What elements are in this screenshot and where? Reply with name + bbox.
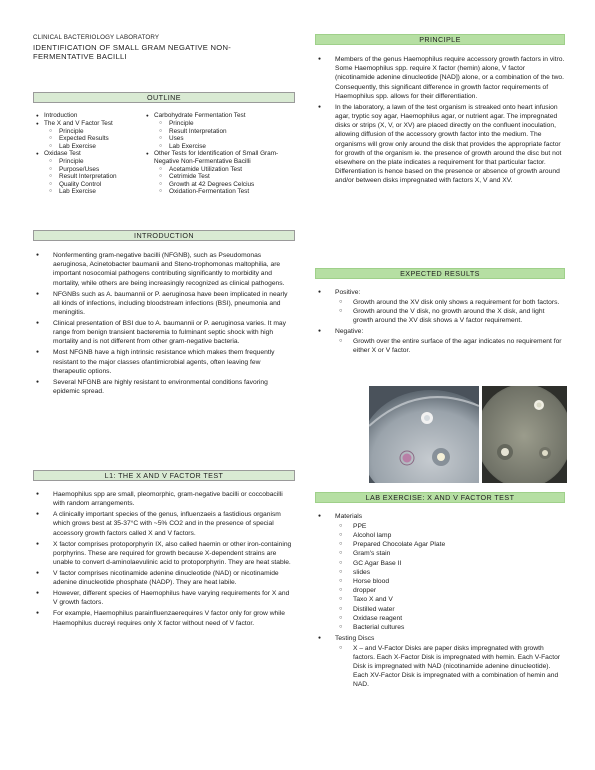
introduction-item bbox=[33, 319, 295, 347]
outline-subitem-text: Uses bbox=[169, 135, 184, 142]
l1-item bbox=[33, 569, 295, 587]
l1-heading: L1: THE X AND V FACTOR TEST bbox=[33, 470, 295, 481]
expected-subitem bbox=[335, 298, 565, 307]
expected-subitem-text: Growth around the V disk, no growth around the X disk, and light growth around the XV disk shows a V factor requirement. bbox=[353, 307, 545, 325]
principle-item bbox=[315, 103, 565, 186]
outline-subitem-text: Quality Control bbox=[59, 180, 102, 188]
lab-subitem bbox=[335, 623, 565, 632]
principle-list bbox=[315, 55, 565, 187]
lab-item bbox=[315, 634, 565, 690]
outline-subitem bbox=[154, 135, 294, 143]
outline-sublist bbox=[44, 128, 144, 151]
introduction-item-text: Most NFGNB have a high intrinsic resistance which makes them frequently resistant to the major classes ofantimicrobial agents, often leaving few therapeutic options. bbox=[53, 349, 275, 375]
lab-subitem-text: Distilled water bbox=[353, 605, 395, 613]
expected-subitem-text: Growth around the XV disk only shows a requirement for both factors. bbox=[353, 298, 560, 306]
document-title: IDENTIFICATION OF SMALL GRAM NEGATIVE NON-FERMENTATIVE BACILLI bbox=[33, 43, 232, 62]
outline-subitem bbox=[154, 181, 294, 189]
expected-results-list bbox=[315, 288, 565, 357]
outline-item bbox=[146, 112, 294, 150]
lab-item bbox=[315, 512, 565, 632]
outline-subitem-text: Lab Exercise bbox=[59, 188, 96, 195]
l1-item bbox=[33, 589, 295, 607]
outline-sublist bbox=[44, 158, 144, 196]
outline-subitem-text: Result Interpretation bbox=[59, 173, 117, 180]
outline-sublist bbox=[154, 120, 294, 150]
l1-list bbox=[33, 490, 295, 630]
outline-subitem-text: Principle bbox=[59, 127, 84, 135]
lab-item-text: Materials bbox=[335, 513, 363, 520]
introduction-item bbox=[33, 348, 295, 376]
outline-subitem bbox=[44, 143, 144, 151]
outline-subitem-text: Growth at 42 Degrees Celcius bbox=[169, 180, 255, 188]
principle-heading: PRINCIPLE bbox=[315, 34, 565, 45]
outline-item bbox=[36, 120, 144, 151]
outline-item-text: Oxidase Test bbox=[44, 150, 81, 157]
introduction-heading: INTRODUCTION bbox=[33, 230, 295, 241]
l1-item-text: Haemophilus spp are small, pleomorphic, gram-negative bacilli or coccobacilli with random arrangements. bbox=[53, 491, 283, 508]
lab-subitem-text: GC Agar Base II bbox=[353, 559, 402, 567]
outline-subitem-text: Principle bbox=[59, 158, 84, 165]
outline-subitem-text: Result Interpretation bbox=[169, 127, 227, 135]
agar-plate-1-illustration bbox=[369, 386, 479, 483]
outline-subitem bbox=[44, 128, 144, 136]
introduction-item-text: Several NFGNB are highly resistant to environmental conditions favoring epidemic spread. bbox=[53, 378, 268, 396]
lab-exercise-list bbox=[315, 512, 565, 691]
expected-subitem bbox=[335, 307, 565, 325]
lab-subitem bbox=[335, 568, 565, 577]
outline-subitem-text: Purpose/Uses bbox=[59, 165, 100, 173]
expected-item bbox=[315, 327, 565, 355]
outline-item bbox=[36, 150, 144, 196]
outline-item-text: Introduction bbox=[44, 112, 78, 119]
outline-subitem bbox=[44, 166, 144, 174]
introduction-item bbox=[33, 378, 295, 396]
expected-subitem bbox=[335, 337, 565, 355]
l1-item-text: However, different species of Haemophilus have varying requirements for X and V growth factors. bbox=[53, 590, 290, 607]
outline-subitem bbox=[44, 173, 144, 181]
lab-subitem-text: Gram's stain bbox=[353, 550, 391, 558]
principle-item-text: In the laboratory, a lawn of the test organism is streaked onto heart infusion agar, tryptic soy agar, Haemophilus agar, or nutrient agar. The impregnated disks or strips (X, V, or XV) are placed directly on the confluent inoculation, allowing diffusion of the accessory growth factor into the medium. The organisms will grow only around the disk that provides the appropriate factor for growth of the organism ie. the presence of growth around the disc but not elsewhere on the plate indicates a requirement for that particular factor. Differentiation is hence based on the presence or absence of growth around and/or between disks impregnated with factors X, V and XV. bbox=[335, 103, 562, 185]
lab-subitem bbox=[335, 605, 565, 614]
outline-item bbox=[36, 112, 144, 120]
outline-subitem-text: Acetamide Utilization Test bbox=[169, 165, 243, 173]
outline-column-1 bbox=[36, 112, 144, 196]
outline-sublist bbox=[154, 166, 294, 196]
lab-subitem bbox=[335, 549, 565, 558]
outline-subitem-text: Oxidation-Fermentation Test bbox=[169, 188, 250, 195]
outline-subitem bbox=[44, 181, 144, 189]
lab-subitem-text: Alcohol lamp bbox=[353, 531, 392, 539]
l1-item bbox=[33, 609, 295, 627]
lab-subitem-text: dropper bbox=[353, 587, 377, 595]
outline-subitem-text: Lab Exercise bbox=[169, 142, 206, 150]
introduction-item-text: NFGNBs such as A. baumannii or P. aeruginosa have been implicated in nearly all kinds of infections, including bloodstream infections (BSI), pneumonia and meningitis. bbox=[53, 290, 288, 317]
outline-item bbox=[146, 150, 294, 196]
lab-subitem-text: slides bbox=[353, 568, 371, 576]
agar-plate-2-illustration bbox=[482, 386, 567, 483]
l1-item bbox=[33, 540, 295, 568]
introduction-item-text: Nonfermenting gram-negative bacilli (NFGNB), such as Pseudomonas aeruginosa, Acinetobacter baumanii and Steno-trophomonas maltophilia, are important nosocomial pathogens contributing significantly to morbidity and mortality, while others are being increasingly recognized as clinical pathogens. bbox=[53, 252, 285, 287]
lab-subitem-text: Prepared Chocolate Agar Plate bbox=[353, 541, 446, 549]
l1-item-text: X factor comprises protoporphyrin IX, also called haemin or other iron-containing porphyrins. These are required for growth because X-dependent strains are unable to convert d-aminolaevulinic acid to protoporphyrin. They are heat stable. bbox=[53, 540, 292, 567]
lab-exercise-heading: LAB EXERCISE: X AND V FACTOR TEST bbox=[315, 492, 565, 503]
lab-subitem-text: PPE bbox=[353, 522, 367, 530]
outline-subitem bbox=[154, 173, 294, 181]
lab-subitem bbox=[335, 595, 565, 604]
outline-heading: OUTLINE bbox=[33, 92, 295, 103]
outline-subitem bbox=[44, 188, 144, 196]
introduction-item bbox=[33, 251, 295, 288]
outline-subitem bbox=[154, 128, 294, 136]
expected-sublist bbox=[335, 337, 565, 355]
agar-plate-photo-1 bbox=[369, 386, 479, 483]
outline-subitem bbox=[154, 166, 294, 174]
lab-subitem bbox=[335, 614, 565, 623]
expected-subitem-text: Growth over the entire surface of the agar indicates no requirement for either X or V factor. bbox=[353, 337, 562, 355]
l1-item-text: For example, Haemophilus parainfluenzaerequires V factor only for grow while Haemophilus ducreyi requires only X factor without need of V factor. bbox=[53, 610, 285, 627]
lab-subitem bbox=[335, 559, 565, 568]
l1-item bbox=[33, 490, 295, 508]
introduction-item bbox=[33, 290, 295, 318]
outline-subitem bbox=[44, 158, 144, 166]
principle-item-text: Members of the genus Haemophilus require accessory growth factors in vitro. Some Haemophilus spp. require X factor (hemin) alone, V factor (nicotinamide adenine dinucleotide [NAD]) alone, or a combination of the two. Consequently, this significant difference in growth factor requirements of Haemophilus spp. allows for their differentiation. bbox=[335, 56, 565, 100]
outline-subitem bbox=[154, 120, 294, 128]
outline-subitem bbox=[44, 135, 144, 143]
outline-item-text: Other Tests for Identification of Small Gram-Negative Non-Fermentative Bacilli bbox=[154, 150, 279, 165]
outline-item-text: The X and V Factor Test bbox=[44, 119, 113, 127]
outline-column-2 bbox=[146, 112, 294, 196]
lab-subitem bbox=[335, 586, 565, 595]
principle-item bbox=[315, 55, 565, 101]
expected-item bbox=[315, 288, 565, 325]
introduction-list bbox=[33, 251, 295, 398]
outline-subitem bbox=[154, 188, 294, 196]
lab-subitem bbox=[335, 644, 565, 690]
expected-item-text: Positive: bbox=[335, 289, 361, 296]
lab-subitem-text: Taxo X and V bbox=[353, 596, 393, 604]
introduction-item-text: Clinical presentation of BSI due to A. baumannii or P. aeruginosa varies. It may range from benign transient bacteremia to fulminant septic shock with high mortality and is not different from other gram-negative bacteria. bbox=[53, 320, 286, 346]
expected-item-text: Negative: bbox=[335, 328, 364, 336]
expected-sublist bbox=[335, 298, 565, 326]
outline-subitem bbox=[154, 143, 294, 151]
course-label: CLINICAL BACTERIOLOGY LABORATORY bbox=[33, 34, 160, 41]
lab-subitem bbox=[335, 540, 565, 549]
outline-subitem-text: Cetrimide Test bbox=[169, 173, 210, 180]
outline-subitem-text: Expected Results bbox=[59, 135, 109, 142]
lab-subitem-text: Bacterial cultures bbox=[353, 623, 405, 631]
lab-subitem bbox=[335, 531, 565, 540]
outline-subitem-text: Lab Exercise bbox=[59, 142, 96, 150]
outline-item-text: Carbohydrate Fermentation Test bbox=[154, 112, 246, 119]
lab-subitem-text: Oxidase reagent bbox=[353, 614, 403, 622]
expected-results-heading: EXPECTED RESULTS bbox=[315, 268, 565, 279]
outline-subitem-text: Principle bbox=[169, 120, 194, 127]
lab-item-text: Testing Discs bbox=[335, 634, 375, 642]
lab-subitem-text: X – and V-Factor Disks are paper disks impregnated with growth factors. Each X-Factor Disk is impregnated with hemin. Each V-Factor Disk is impregnated with NAD (nicotinamide adenine dinucleotide). Each XV-Factor Disk is impregnated with a combination of hemin and NAD. bbox=[353, 644, 561, 689]
lab-sublist bbox=[335, 644, 565, 690]
l1-item-text: V factor comprises nicotinamide adenine dinucleotide (NAD) or nicotinamide adenine dinucleotide phosphate (NADP). They are heat labile. bbox=[53, 570, 279, 587]
agar-plate-photo-2 bbox=[482, 386, 567, 483]
lab-subitem bbox=[335, 522, 565, 531]
lab-subitem bbox=[335, 577, 565, 586]
lab-subitem-text: Horse blood bbox=[353, 577, 390, 585]
l1-item-text: A clinically important species of the genus, influenzaeis a fastidious organism which grows best at 35-37°C with ~5% CO2 and in the presence of special accessory growth factors called X and V factors. bbox=[53, 511, 281, 537]
lab-sublist bbox=[335, 522, 565, 632]
l1-item bbox=[33, 510, 295, 538]
